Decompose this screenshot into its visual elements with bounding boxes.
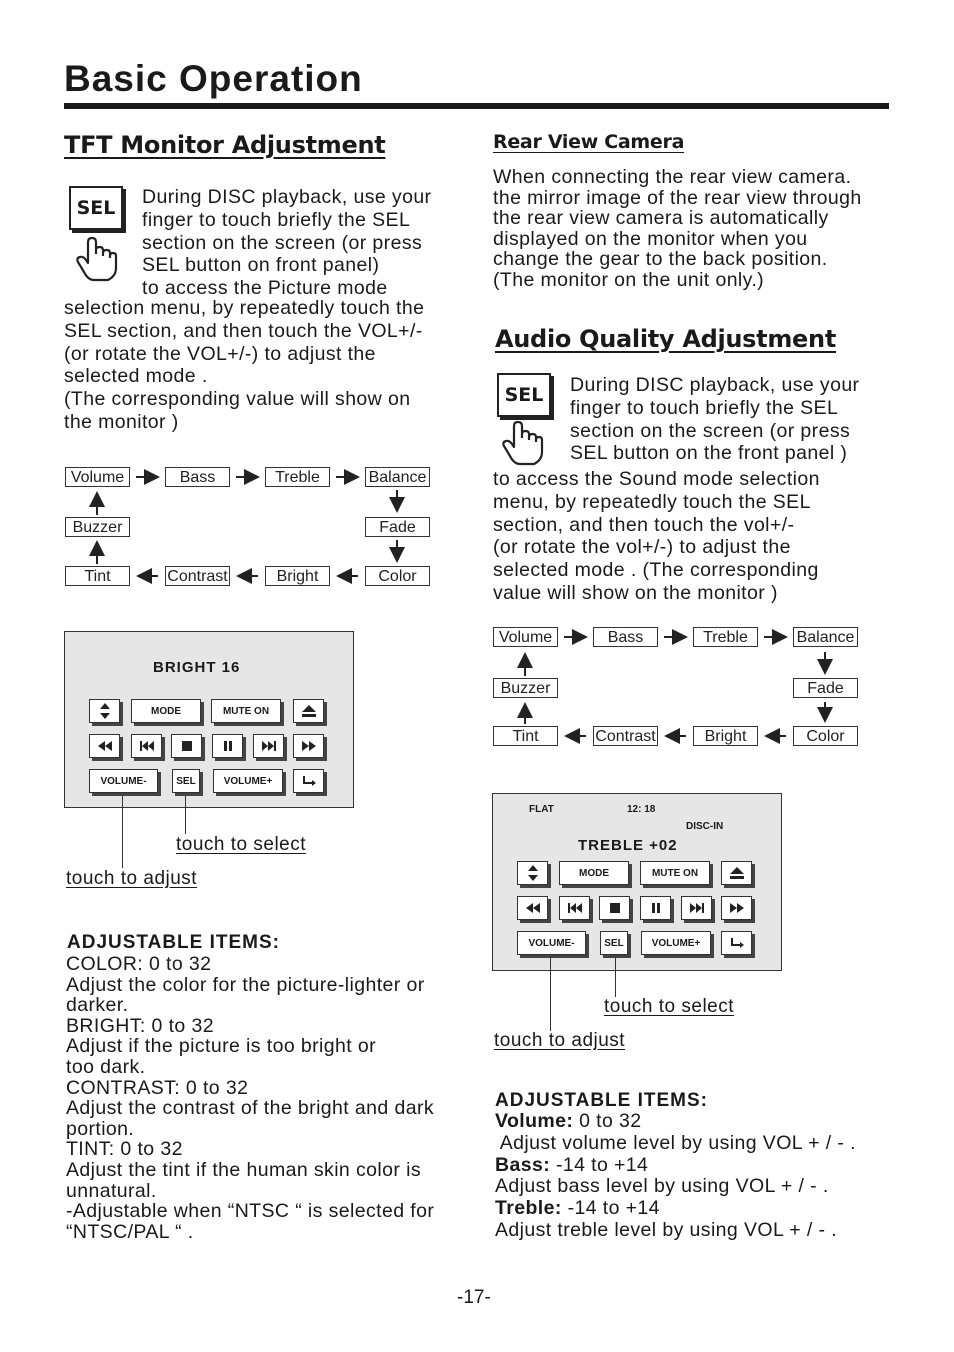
item-label: Treble: xyxy=(495,1197,562,1220)
flow-bass: Bass xyxy=(165,467,230,487)
audio-mute-button[interactable]: MUTE ON xyxy=(640,861,710,885)
sel-button[interactable]: SEL xyxy=(172,769,200,793)
audio-heading: Audio Quality Adjustment xyxy=(495,325,836,353)
updown-icon xyxy=(100,703,110,719)
item-desc: Adjust volume level by using VOL + / - . xyxy=(495,1131,856,1154)
tft-intro-rest: selection menu, by repeatedly touch the SEL section, and then touch the VOL+/- (or rotate the VOL+/-) to adjust the selected mode . (The corresponding value will show on the monitor ) xyxy=(64,297,425,433)
audio-item-bass xyxy=(495,1155,905,1177)
audio-touch-to-select-label: touch to select xyxy=(604,996,735,1017)
audio-select-pointer-line xyxy=(615,957,616,997)
panel-display-text: BRIGHT 16 xyxy=(153,659,241,676)
audio-item-volume xyxy=(495,1111,905,1133)
next-icon xyxy=(262,741,276,751)
audio-intro-side: During DISC playback, use your finger to touch briefly the SEL section on the screen (or press SEL button on the front panel ) xyxy=(570,374,860,465)
audio-flow-contrast: Contrast xyxy=(593,726,658,746)
audio-next-icon xyxy=(690,903,704,913)
audio-intro-rest: to access the Sound mode selection menu, by repeatedly touch the SEL section, and then touch the vol+/- (or rotate the vol+/-) to adjust the selected mode . (The corresponding value will show on the monitor ) xyxy=(493,468,820,604)
prev-icon xyxy=(140,741,154,751)
audio-flow-color: Color xyxy=(793,726,858,746)
audio-return-icon xyxy=(730,938,744,948)
item-range: -14 to +14 xyxy=(550,1153,649,1176)
rear-camera-heading: Rear View Camera xyxy=(493,131,685,153)
tft-monitor-panel xyxy=(64,631,354,808)
flow-volume: Volume xyxy=(65,467,130,487)
audio-sel-button-icon xyxy=(497,373,551,417)
audio-stop-icon xyxy=(610,903,620,913)
audio-mode-button[interactable]: MODE xyxy=(559,861,629,885)
item-range: 0 to 32 xyxy=(573,1110,642,1132)
audio-flow-balance: Balance xyxy=(793,627,858,647)
audio-flow-bass: Bass xyxy=(593,627,658,647)
rear-camera-text: When connecting the rear view camera. the mirror image of the rear view through the rear view camera is automatically displayed on the monitor when you change the gear to the back position. (The monitor on the unit only.) xyxy=(493,166,862,291)
audio-pause-icon xyxy=(651,903,661,913)
panel-flat-text: FLAT xyxy=(529,804,554,815)
audio-forward-button[interactable] xyxy=(721,896,752,920)
audio-touch-to-adjust-label: touch to adjust xyxy=(494,1030,626,1051)
audio-return-button[interactable] xyxy=(721,931,752,955)
pause-button[interactable] xyxy=(212,734,243,758)
item-label: Volume: xyxy=(495,1110,574,1132)
tft-heading: TFT Monitor Adjustment xyxy=(64,131,386,159)
audio-eject-icon xyxy=(730,867,744,879)
item-range: -14 to +14 xyxy=(561,1197,660,1220)
forward-button[interactable] xyxy=(293,734,324,758)
panel-disc-text: DISC-IN xyxy=(686,821,724,832)
audio-flow-arrows xyxy=(488,620,868,755)
audio-items-heading: ADJUSTABLE ITEMS: xyxy=(495,1090,708,1111)
audio-sel-button[interactable]: SEL xyxy=(600,931,628,955)
flow-arrows xyxy=(60,460,440,595)
pause-icon xyxy=(223,741,233,751)
tft-items-heading: ADJUSTABLE ITEMS: xyxy=(67,932,280,953)
hand-touch-icon xyxy=(74,236,118,282)
audio-flow-treble: Treble xyxy=(693,627,758,647)
item-desc: Adjust treble level by using VOL + / - . xyxy=(495,1218,838,1241)
eject-icon xyxy=(302,705,316,717)
select-pointer-line xyxy=(185,795,186,834)
flow-fade: Fade xyxy=(365,517,430,537)
item-label: Bass: xyxy=(495,1153,551,1176)
return-button[interactable] xyxy=(293,769,324,793)
audio-updown-button[interactable] xyxy=(517,861,548,885)
stop-icon xyxy=(182,741,192,751)
item-desc: Adjust bass level by using VOL + / - . xyxy=(495,1175,829,1198)
volume-minus-button[interactable]: VOLUME- xyxy=(89,769,158,793)
flow-bright: Bright xyxy=(265,566,330,586)
return-icon xyxy=(302,776,316,786)
touch-to-select-label: touch to select xyxy=(176,834,307,855)
audio-flow-volume: Volume xyxy=(493,627,558,647)
audio-forward-icon xyxy=(730,903,744,913)
sel-icon-label: SEL xyxy=(76,197,116,219)
audio-eject-button[interactable] xyxy=(721,861,752,885)
flow-tint: Tint xyxy=(65,566,130,586)
audio-flow-buzzer: Buzzer xyxy=(493,678,558,698)
rewind-icon xyxy=(98,741,112,751)
audio-rewind-icon xyxy=(526,903,540,913)
rewind-button[interactable] xyxy=(89,734,120,758)
sel-button-icon xyxy=(69,186,123,230)
audio-next-button[interactable] xyxy=(681,896,712,920)
updown-button[interactable] xyxy=(89,699,120,723)
prev-button[interactable] xyxy=(131,734,162,758)
audio-item-treble xyxy=(495,1198,905,1220)
audio-adjust-pointer-line xyxy=(550,957,551,1031)
page-title: Basic Operation xyxy=(64,58,363,99)
audio-flow-fade: Fade xyxy=(793,678,858,698)
mute-button[interactable]: MUTE ON xyxy=(211,699,281,723)
audio-rewind-button[interactable] xyxy=(517,896,548,920)
title-rule xyxy=(64,103,889,109)
tft-items-list: COLOR: 0 to 32 Adjust the color for the picture-lighter or darker. BRIGHT: 0 to 32 Adjust if the picture is too bright or too dark. CONTRAST: 0 to 32 Adjust the contrast of the bright and dark portion. TINT: 0 to 32 Adjust the tint if the human skin color is unnatural. -Adjustable when “NTSC “ is selected for “NTSC/PAL “ . xyxy=(66,953,435,1243)
audio-sel-icon-label: SEL xyxy=(504,384,544,406)
audio-panel-display-text: TREBLE +02 xyxy=(578,837,678,854)
audio-flow-tint: Tint xyxy=(493,726,558,746)
forward-icon xyxy=(302,741,316,751)
flow-treble: Treble xyxy=(265,467,330,487)
audio-prev-button[interactable] xyxy=(559,896,590,920)
flow-buzzer: Buzzer xyxy=(65,517,130,537)
eject-button[interactable] xyxy=(293,699,324,723)
mode-button[interactable]: MODE xyxy=(131,699,201,723)
audio-monitor-panel xyxy=(492,793,782,971)
page-number: -17- xyxy=(457,1287,491,1308)
audio-items-list xyxy=(495,1111,905,1242)
adjust-pointer-line xyxy=(122,795,123,868)
audio-pause-button[interactable] xyxy=(640,896,671,920)
audio-updown-icon xyxy=(528,865,538,881)
panel-clock-text: 12: 18 xyxy=(627,804,656,815)
flow-color: Color xyxy=(365,566,430,586)
audio-stop-button[interactable] xyxy=(599,896,630,920)
audio-prev-icon xyxy=(568,903,582,913)
flow-balance: Balance xyxy=(365,467,430,487)
next-button[interactable] xyxy=(253,734,284,758)
touch-to-adjust-label: touch to adjust xyxy=(66,868,198,889)
stop-button[interactable] xyxy=(171,734,202,758)
flow-contrast: Contrast xyxy=(165,566,230,586)
audio-volume-minus-button[interactable]: VOLUME- xyxy=(517,931,586,955)
audio-flow-bright: Bright xyxy=(693,726,758,746)
volume-plus-button[interactable]: VOLUME+ xyxy=(213,769,283,793)
tft-intro-side: During DISC playback, use your finger to touch briefly the SEL section on the screen (or press SEL button on front panel) to access the Picture mode xyxy=(142,186,432,300)
audio-volume-plus-button[interactable]: VOLUME+ xyxy=(641,931,711,955)
audio-hand-touch-icon xyxy=(500,420,544,466)
